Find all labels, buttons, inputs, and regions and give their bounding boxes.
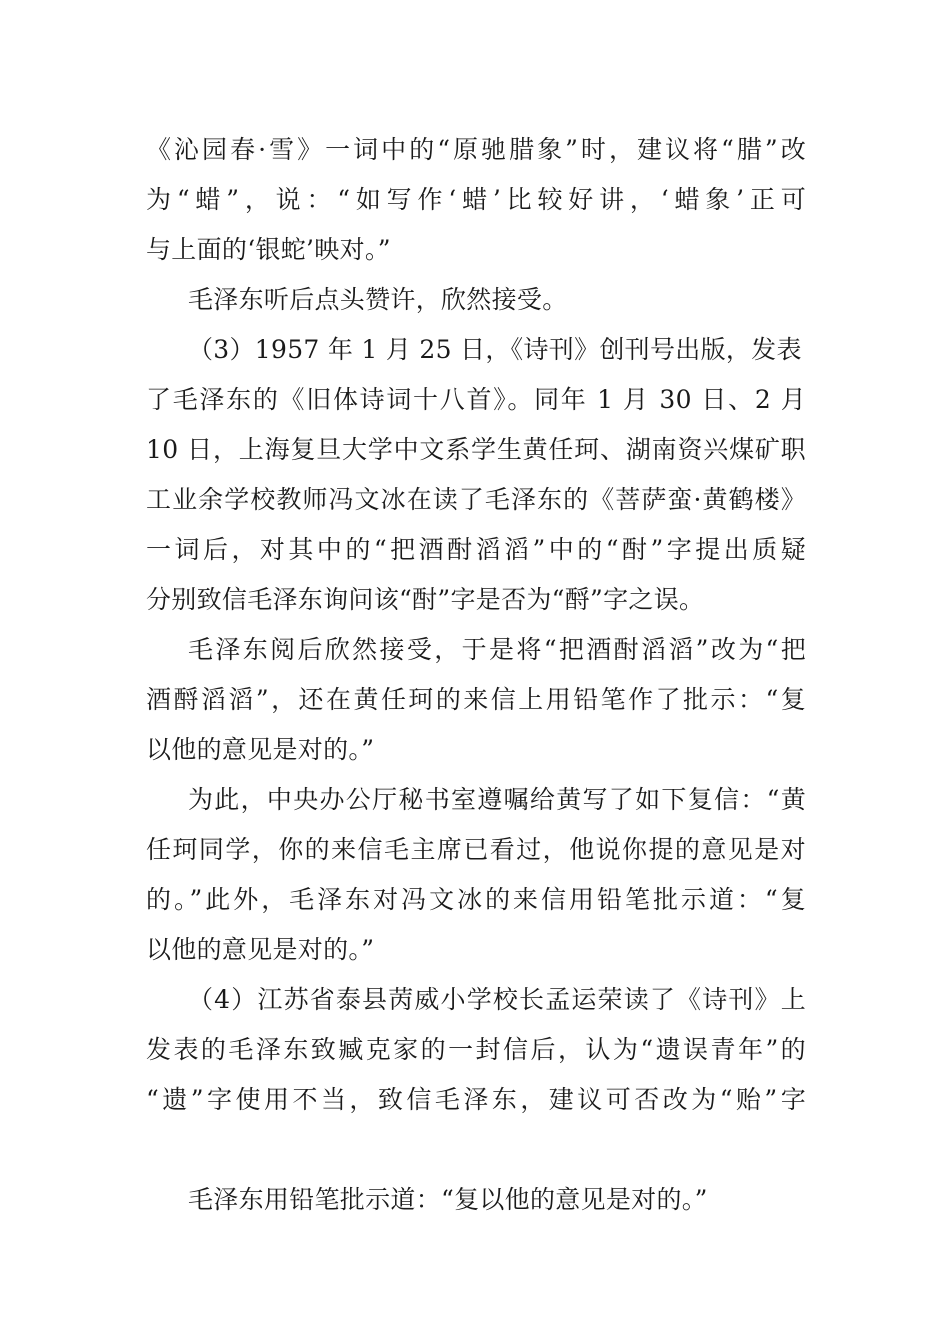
- text-line-3: 与上面的‘银蛇’映对。”: [146, 235, 391, 264]
- text-line-8: 工业余学校教师冯文冰在读了毛泽东的《菩萨蛮·黄鹤楼》: [146, 485, 806, 514]
- text-line-17: 以他的意见是对的。”: [146, 935, 375, 964]
- text-line-11: 毛泽东阅后欣然接受，于是将“把酒酎滔滔”改为“把: [188, 635, 806, 664]
- text-line-2: 为“蜡”，说：“如写作‘蜡’比较好讲，‘蜡象’正可: [146, 185, 806, 214]
- text-line-20: “遗”字使用不当，致信毛泽东，建议可否改为“贻”字: [146, 1085, 806, 1114]
- text-line-9: 一词后，对其中的“把酒酎滔滔”中的“酎”字提出质疑: [146, 535, 806, 564]
- text-line-1: 《沁园春·雪》一词中的“原驰腊象”时，建议将“腊”改: [146, 135, 806, 164]
- text-line-6: 了毛泽东的《旧体诗词十八首》。同年 1 月 30 日、2 月: [146, 385, 806, 414]
- text-line-5: （3）1957 年 1 月 25 日，《诗刊》创刊号出版，发表: [188, 335, 802, 364]
- text-line-19: 发表的毛泽东致臧克家的一封信后，认为“遗误青年”的: [146, 1035, 806, 1064]
- text-line-21: 毛泽东用铅笔批示道：“复以他的意见是对的。”: [188, 1185, 708, 1214]
- text-line-4: 毛泽东听后点头赞许，欣然接受。: [188, 285, 568, 314]
- text-line-14: 为此，中央办公厅秘书室遵嘱给黄写了如下复信：“黄: [188, 785, 806, 814]
- text-line-18: （4）江苏省泰县苪威小学校长孟运荣读了《诗刊》上: [188, 985, 806, 1014]
- text-line-15: 任珂同学，你的来信毛主席已看过，他说你提的意见是对: [146, 835, 806, 864]
- text-line-16: 的。”此外，毛泽东对冯文冰的来信用铅笔批示道：“复: [146, 885, 806, 914]
- text-line-12: 酒酹滔滔”，还在黄任珂的来信上用铅笔作了批示：“复: [146, 685, 806, 714]
- text-line-13: 以他的意见是对的。”: [146, 735, 375, 764]
- text-line-10: 分别致信毛泽东询问该“酎”字是否为“酹”字之误。: [146, 585, 705, 614]
- text-line-7: 10 日，上海复旦大学中文系学生黄任珂、湖南资兴煤矿职: [146, 435, 806, 464]
